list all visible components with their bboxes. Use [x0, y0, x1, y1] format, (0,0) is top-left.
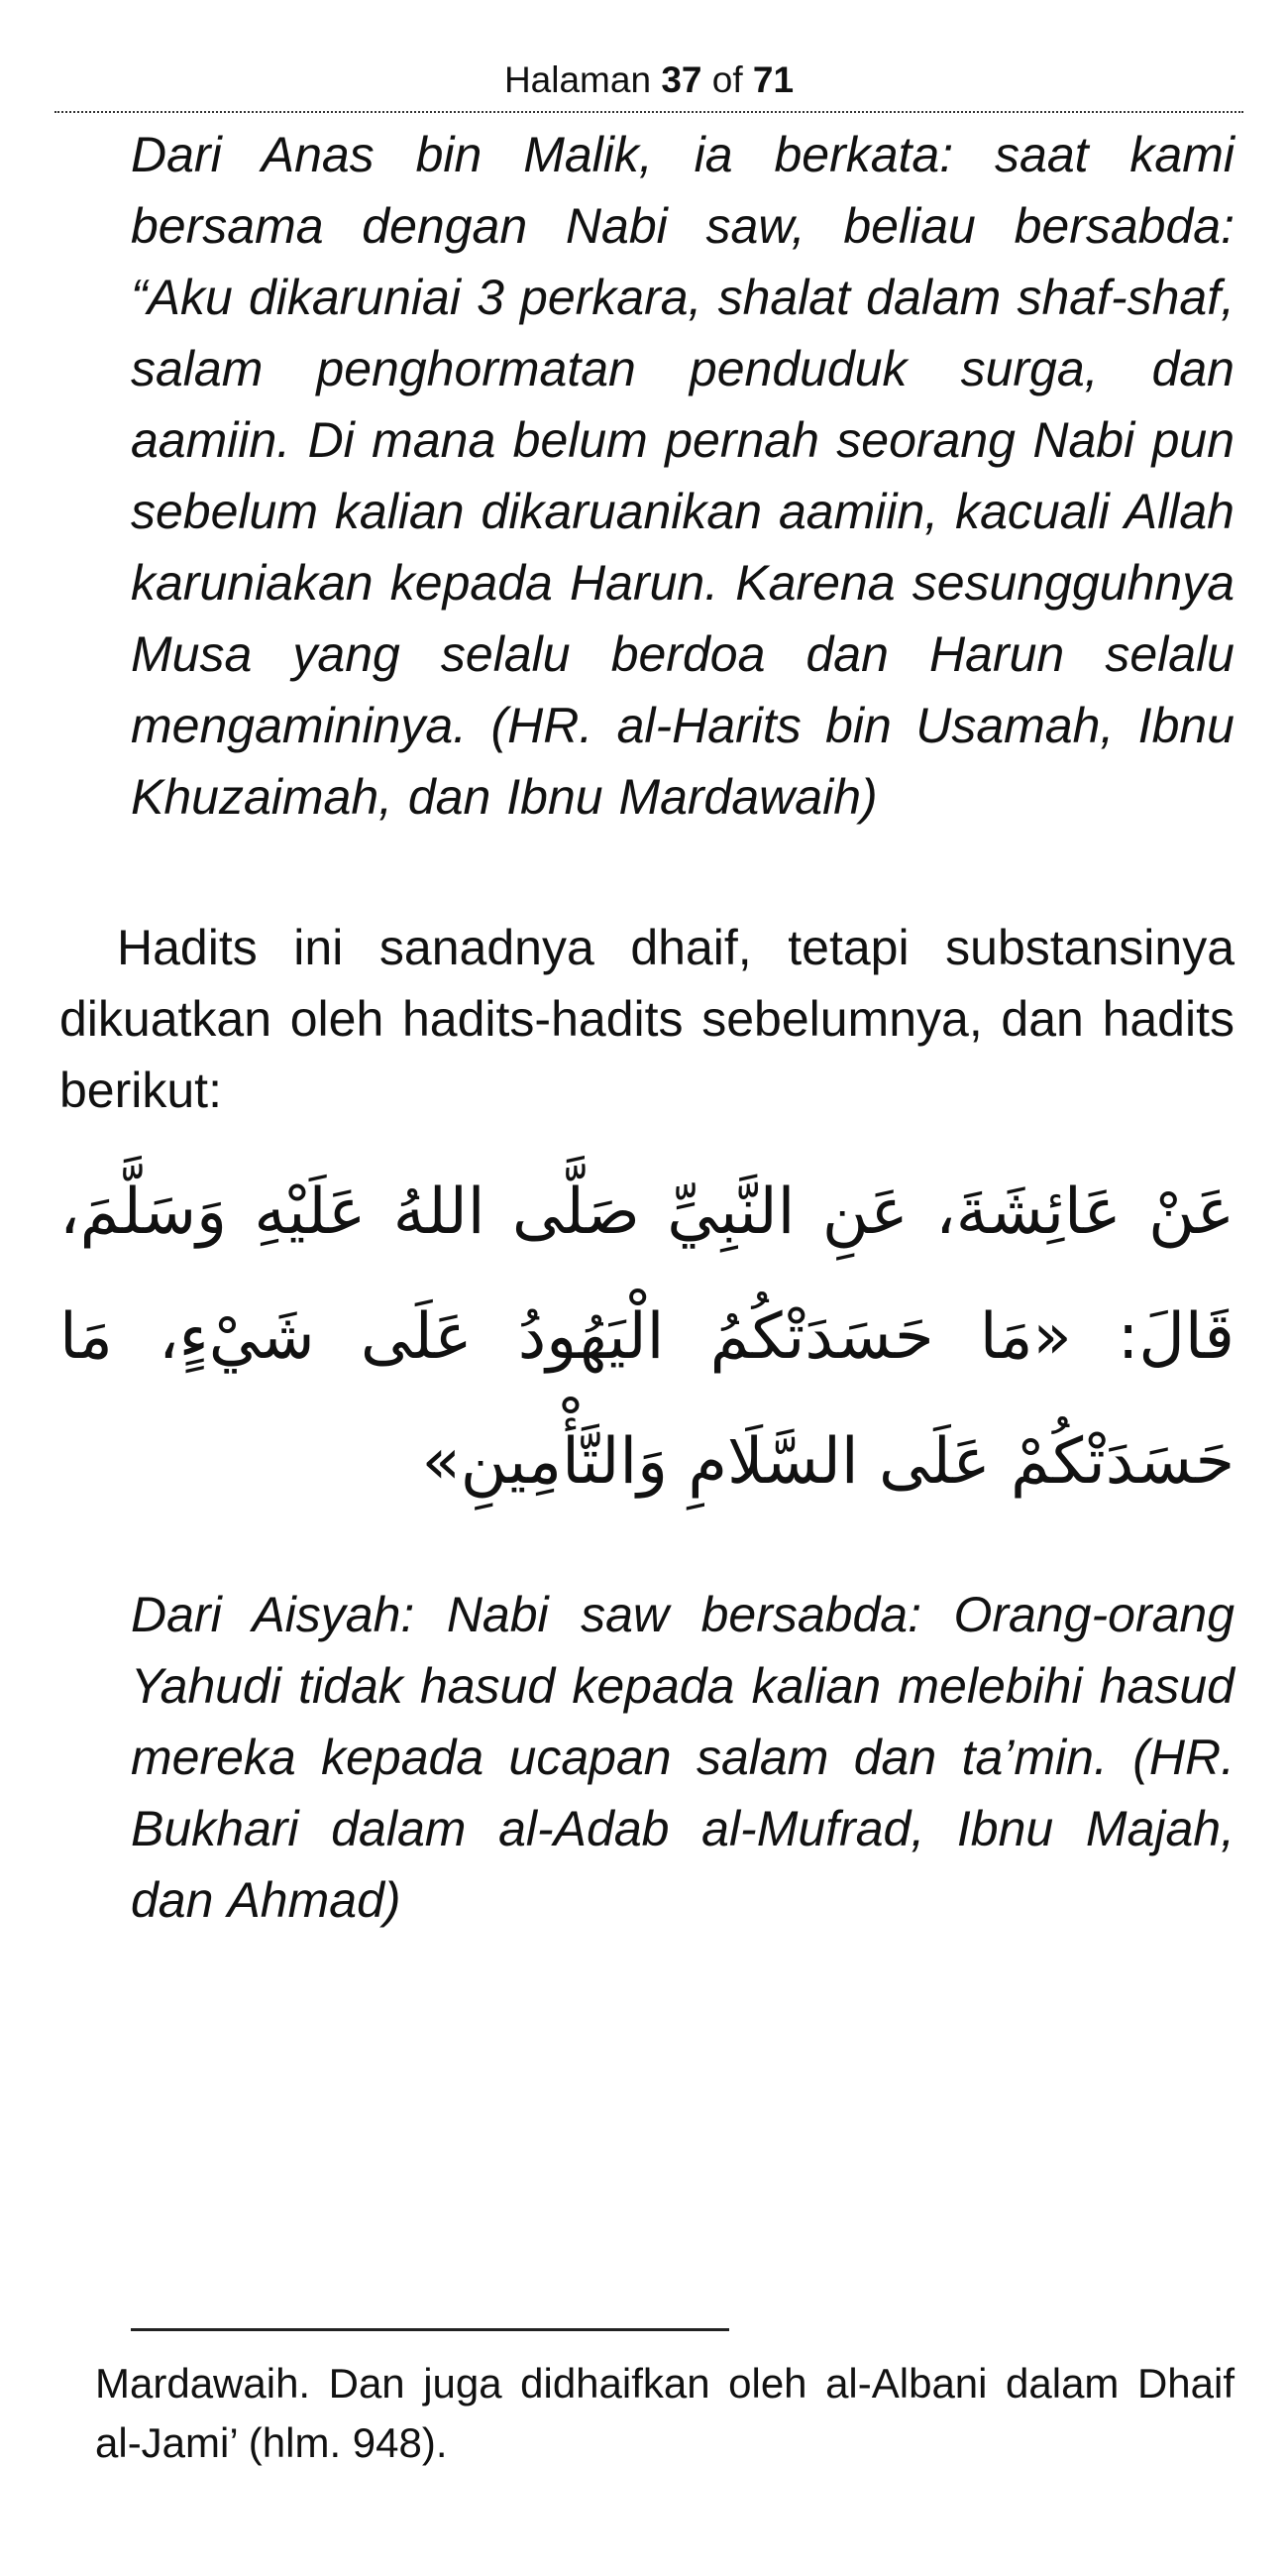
hadith-translation-anas: Dari Anas bin Malik, ia berkata: saat kami bersama dengan Nabi saw, beliau bersabda: “Aku dikaruniai 3 perkara, shalat dalam shaf-shaf, salam penghormatan penduduk surga, dan aamiin. Di mana belum pernah seorang Nabi pun sebelum kalian dikaruanikan aamiin, kacuali Allah karuniakan kepada Harun. Karena sesungguhnya Musa yang selalu berdoa dan Harun selalu mengamininya. (HR. al-Harits bin Usamah, Ibnu Khuzaimah, dan Ibnu Mardawaih): [131, 127, 1234, 825]
footnote-divider: [131, 2328, 729, 2331]
page-label: Halaman: [503, 59, 652, 100]
page-header: [54, 50, 1243, 113]
page-separator: of: [711, 59, 743, 100]
body-paragraph: Hadits ini sanadnya dhaif, tetapi substansinya dikuatkan oleh hadits-hadits sebelumnya, dan hadits berikut:: [59, 920, 1234, 1118]
hadith-translation-aisyah: Dari Aisyah: Nabi saw bersabda: Orang-orang Yahudi tidak hasud kepada kalian melebihi hasud mereka kepada ucapan salam dan ta’min. (HR. Bukhari dalam al-Adab al-Mufrad, Ibnu Majah, dan Ahmad): [131, 1587, 1234, 1928]
footnote-text: Mardawaih. Dan juga didhaifkan oleh al-Albani dalam Dhaif al-Jami’ (hlm. 948).: [95, 2360, 1234, 2466]
current-page-number: 37: [661, 59, 702, 100]
total-pages-number: 71: [752, 59, 795, 100]
arabic-hadith-text: عَنْ عَائِشَةَ، عَنِ النَّبِيِّ صَلَّى اللهُ عَلَيْهِ وَسَلَّمَ، قَالَ: «مَا حَسَدَتْكُمُ الْيَهُودُ عَلَى شَيْءٍ، مَا حَسَدَتْكُمْ عَلَى السَّلَامِ وَالتَّأْمِينِ»: [59, 1176, 1234, 1499]
